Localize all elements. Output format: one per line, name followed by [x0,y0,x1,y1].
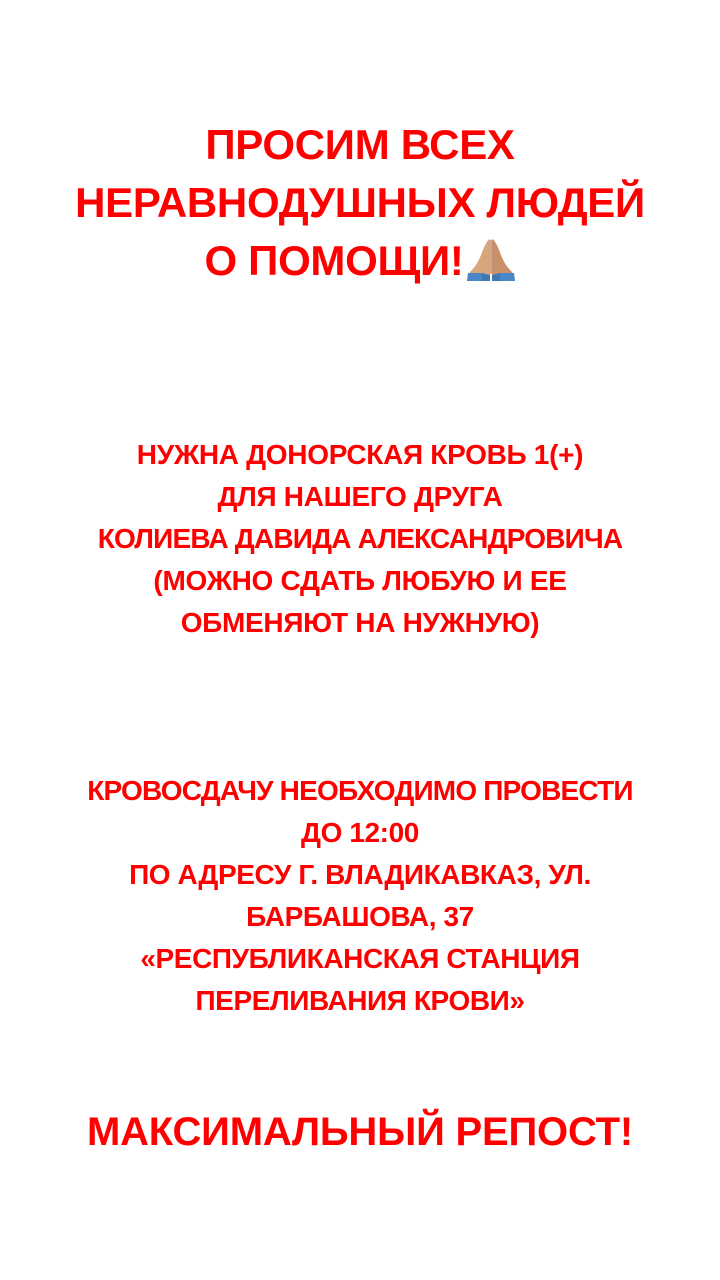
repost-callout [0,1104,720,1160]
headline-line-3 [0,232,720,290]
donation-details-line-5: «РЕСПУБЛИКАНСКАЯ СТАНЦИЯ [140,943,580,974]
blood-request-line-5: ОБМЕНЯЮТ НА НУЖНУЮ) [180,607,540,638]
headline-line-3-text: О ПОМОЩИ! [204,237,464,284]
donation-details-line-6: ПЕРЕЛИВАНИЯ КРОВИ» [195,985,525,1016]
folded-hands-icon [466,237,516,281]
repost-text: МАКСИМАЛЬНЫЙ РЕПОСТ! [86,1110,634,1154]
donation-details-line-2: ДО 12:00 [301,817,419,848]
blood-request [0,434,720,644]
headline-line-1: ПРОСИМ ВСЕХ [205,121,515,168]
donation-details-line-4: БАРБАШОВА, 37 [246,901,474,932]
donation-details-line-1: КРОВОСДАЧУ НЕОБХОДИМО ПРОВЕСТИ [87,775,633,806]
donation-details-line-3: ПО АДРЕСУ Г. ВЛАДИКАВКАЗ, УЛ. [129,859,591,890]
donation-details [0,770,720,1022]
blood-request-line-3: КОЛИЕВА ДАВИДА АЛЕКСАНДРОВИЧА [97,523,623,554]
headline-line-2: НЕРАВНОДУШНЫХ ЛЮДЕЙ [75,179,645,226]
blood-request-line-4: (МОЖНО СДАТЬ ЛЮБУЮ И ЕЕ [153,565,567,596]
blood-request-line-1: НУЖНА ДОНОРСКАЯ КРОВЬ 1(+) [136,439,584,470]
headline [0,116,720,290]
blood-request-line-2: ДЛЯ НАШЕГО ДРУГА [217,481,503,512]
